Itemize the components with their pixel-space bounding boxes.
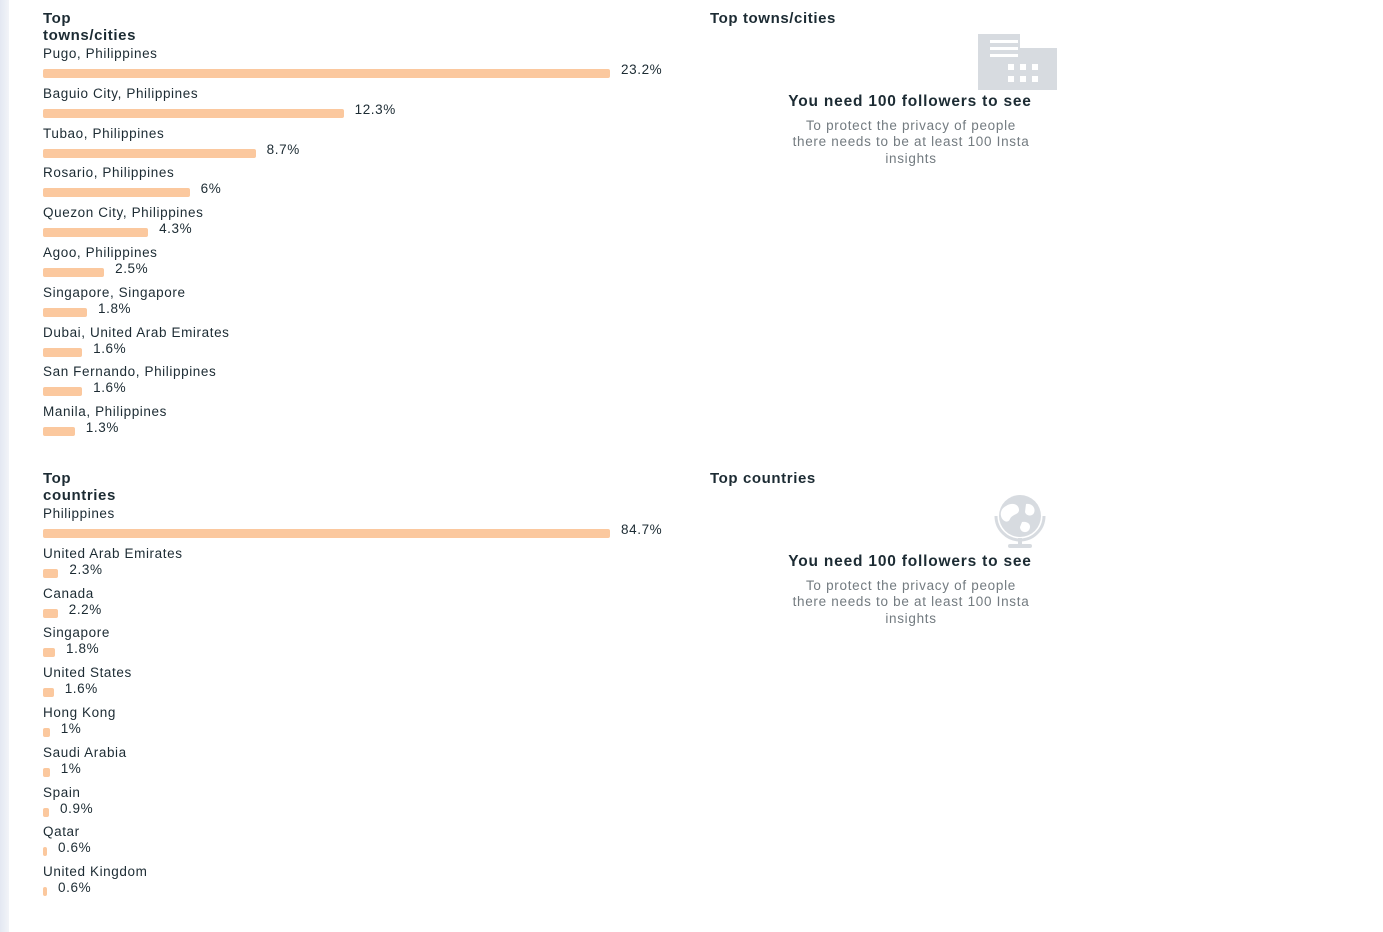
locked-countries-heading: You need 100 followers to see [788,553,1032,570]
countries-row-value: 1% [60,760,82,776]
cities-row-label: Manila, Philippines [43,404,167,420]
locked-countries-line-3: insights [885,611,937,626]
countries-row [43,506,693,546]
locked-cities-line-3: insights [885,151,937,166]
cities-row [43,325,693,365]
countries-row-value: 0.6% [58,840,92,856]
cities-row [43,46,693,86]
countries-row-label: Canada [43,585,94,601]
cities-row-label: San Fernando, Philippines [43,364,217,380]
cities-row [43,404,693,444]
countries-title: Top countries [43,470,116,504]
cities-bar-list [43,46,693,444]
countries-row-label: Singapore [43,625,110,641]
cities-row [43,86,693,126]
globe-icon [986,494,1056,550]
countries-row-label: United States [43,665,132,681]
countries-bar [43,887,47,896]
cities-row-label: Baguio City, Philippines [43,85,199,101]
countries-bar [43,768,50,777]
countries-row-value: 0.9% [60,800,94,816]
countries-row [43,824,693,864]
cities-row-value: 1.3% [85,420,119,436]
countries-row-value: 84.7% [621,522,663,537]
locked-cities-panel [710,10,1057,180]
cities-bar [43,387,82,396]
countries-bar [43,808,49,817]
cities-row [43,285,693,325]
cities-bar [43,348,82,357]
countries-bar [43,847,47,856]
cities-row [43,126,693,166]
countries-row-value: 1% [60,720,82,736]
cities-bar [43,149,256,158]
cities-row-value: 1.8% [97,300,132,316]
countries-row-label: Spain [43,784,81,800]
countries-bar [43,529,610,538]
cities-bar [43,109,344,118]
cities-row-label: Tubao, Philippines [43,125,165,141]
left-edge-strip [0,0,9,932]
cities-row-value: 1.6% [93,380,127,396]
countries-row-value: 2.3% [69,561,103,577]
countries-row [43,586,693,626]
countries-bar [43,609,58,618]
countries-row-label: Hong Kong [43,704,116,720]
cities-row-value: 23.2% [621,62,663,77]
cities-bar [43,308,87,317]
cities-row-value: 1.6% [93,340,127,356]
countries-row [43,625,693,665]
countries-row [43,546,693,586]
locked-countries-title: Top countries [710,470,816,487]
countries-row-value: 1.8% [66,641,100,657]
countries-bar [43,569,58,578]
countries-row-value: 1.6% [64,681,98,697]
countries-row-label: Saudi Arabia [43,744,127,760]
cities-bar [43,228,148,237]
cities-row-label: Agoo, Philippines [43,244,158,260]
countries-bar [43,728,50,737]
cities-row-label: Singapore, Singapore [43,284,186,300]
cities-row-label: Dubai, United Arab Emirates [43,324,230,340]
cities-bar [43,268,104,277]
cities-row [43,205,693,245]
countries-row [43,705,693,745]
locked-cities-line-2: there needs to be at least 100 Insta [792,134,1030,149]
locked-cities-line-1: To protect the privacy of people [805,118,1016,133]
cities-row [43,364,693,404]
countries-bar [43,648,55,657]
cities-row-value: 2.5% [115,260,149,276]
countries-row [43,665,693,705]
countries-row-value: 0.6% [58,880,92,896]
countries-row [43,785,693,825]
locked-countries-line-1: To protect the privacy of people [805,578,1016,593]
cities-row-value: 4.3% [159,221,193,237]
locked-cities-title: Top towns/cities [710,10,836,27]
countries-row [43,864,693,904]
countries-row-value: 2.2% [68,601,102,617]
cities-row-label: Pugo, Philippines [43,46,158,61]
locked-countries-panel [710,470,1057,640]
countries-bar [43,688,54,697]
cities-row-label: Quezon City, Philippines [43,205,204,221]
countries-row-label: Qatar [43,824,80,840]
cities-row [43,245,693,285]
cities-row-label: Rosario, Philippines [43,165,175,181]
cities-row-value: 6% [200,181,222,197]
cities-row-value: 8.7% [266,141,300,157]
locked-cities-heading: You need 100 followers to see [788,93,1032,110]
countries-row-label: United Kingdom [43,864,148,880]
countries-row-label: United Arab Emirates [43,545,183,561]
building-icon [978,34,1057,90]
cities-row-value: 12.3% [354,101,396,117]
cities-bar [43,188,190,197]
cities-bar [43,69,610,78]
countries-bar-list [43,506,693,904]
countries-row-label: Philippines [43,506,115,521]
cities-bar [43,427,75,436]
cities-title: Top towns/cities [43,10,137,44]
locked-countries-line-2: there needs to be at least 100 Insta [792,594,1030,609]
cities-row [43,165,693,205]
countries-row [43,745,693,785]
